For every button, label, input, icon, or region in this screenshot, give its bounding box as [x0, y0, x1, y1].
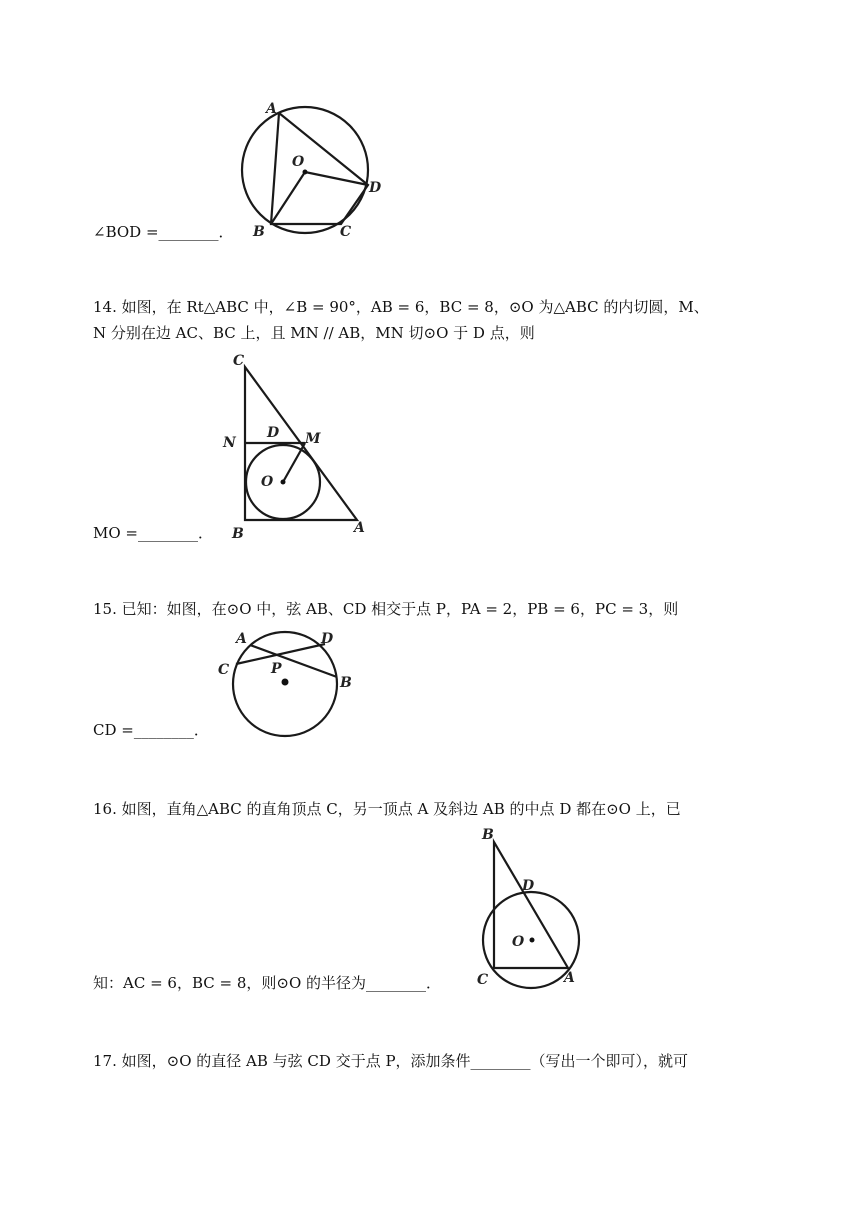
q16-label-b: B: [482, 827, 494, 843]
q14-label-m: M: [305, 431, 321, 447]
q16-label-o: O: [512, 934, 525, 950]
q15-label-d: D: [321, 631, 334, 647]
q15-label-a: A: [236, 631, 247, 647]
q13-center-point: [303, 170, 308, 175]
q13-label-a: A: [266, 101, 277, 117]
q13-label-o: O: [292, 154, 305, 170]
q16-label-a: A: [564, 970, 575, 986]
q14-label-d: D: [267, 425, 280, 441]
q15-label-p: P: [271, 661, 282, 677]
q13-label-b: B: [253, 224, 265, 240]
q13-radii: [271, 172, 368, 224]
q17-text-line1: 17. 如图，⊙O 的直径 AB 与弦 CD 交于点 P，添加条件________（写出一个即可），就可: [93, 1052, 689, 1070]
q13-label-d: D: [369, 180, 382, 196]
q15-figure: [214, 628, 364, 738]
q15-label-c: C: [218, 662, 230, 678]
q14-label-o: O: [261, 474, 274, 490]
q14-center-point: [281, 480, 286, 485]
q15-label-b: B: [340, 675, 352, 691]
q14-text-line1: 14. 如图，在 Rt△ABC 中，∠B = 90°，AB = 6，BC = 8，⊙O 为△ABC 的内切圆，M、: [93, 298, 709, 316]
q13-label-c: C: [340, 224, 352, 240]
q15-center-point: [282, 679, 289, 686]
q14-answer-line: MO =________．: [93, 524, 213, 542]
q16-text-line1: 16. 如图，直角△ABC 的直角顶点 C，另一顶点 A 及斜边 AB 的中点 D 都在⊙O 上，已: [93, 800, 681, 818]
q15-text-line1: 15. 已知：如图，在⊙O 中，弦 AB、CD 相交于点 P，PA = 2，PB = 6，PC = 3，则: [93, 600, 679, 618]
q14-label-n: N: [223, 435, 236, 451]
q16-label-c: C: [477, 972, 489, 988]
q14-label-c: C: [233, 353, 245, 369]
q14-label-a: A: [354, 520, 365, 536]
q16-figure: [470, 822, 590, 997]
q16-triangle: [494, 842, 568, 968]
q16-center-point: [530, 938, 535, 943]
q14-segment-mo: [283, 443, 305, 482]
q14-text-line2: N 分别在边 AC、BC 上，且 MN // AB，MN 切⊙O 于 D 点，则: [93, 324, 535, 342]
q13-answer-line: ∠BOD =________．: [93, 223, 234, 241]
q16-answer-line: 知：AC = 6，BC = 8，则⊙O 的半径为________．: [93, 974, 442, 992]
q15-answer-line: CD =________．: [93, 721, 209, 739]
q13-figure: [236, 96, 396, 244]
q16-label-d: D: [522, 878, 535, 894]
q14-label-b: B: [232, 526, 244, 542]
q14-figure: [220, 350, 380, 545]
